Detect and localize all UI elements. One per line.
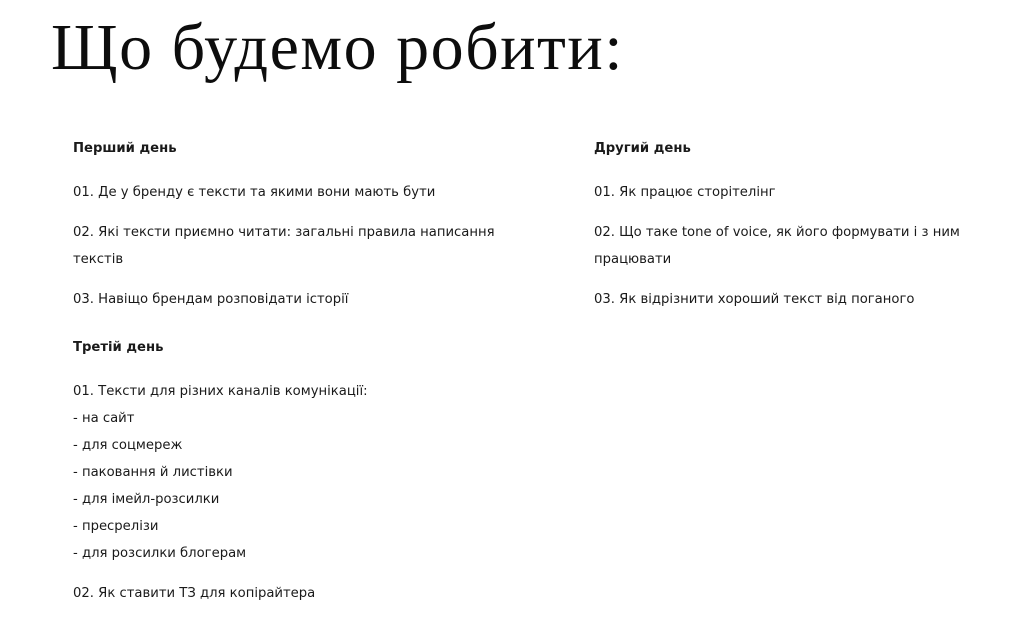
sub-item: - паковання й листівки bbox=[73, 465, 233, 480]
page-title: Що будемо робити: bbox=[51, 11, 625, 84]
day-third bbox=[73, 338, 543, 607]
list-item bbox=[73, 378, 543, 567]
list-item: 02. Що таке tone of voice, як його формувати і з ним працювати bbox=[594, 225, 960, 267]
day-first bbox=[73, 139, 543, 338]
sub-item: - пресрелізи bbox=[73, 519, 159, 534]
left-column bbox=[73, 139, 543, 620]
sub-item: - на сайт bbox=[73, 411, 135, 426]
list-item: 02. Як ставити ТЗ для копірайтера bbox=[73, 586, 316, 601]
day-heading-third: Третій день bbox=[73, 340, 164, 355]
list-item: 01. Де у бренду є тексти та якими вони мають бути bbox=[73, 185, 436, 200]
day-second bbox=[594, 139, 994, 313]
sub-item: - для імейл-розсилки bbox=[73, 492, 220, 507]
list-item: 02. Які тексти приємно читати: загальні правила написання текстів bbox=[73, 225, 495, 267]
right-column bbox=[594, 139, 994, 326]
day-heading-second: Другий день bbox=[594, 141, 691, 156]
list-item: 01. Як працює сторітелінг bbox=[594, 185, 776, 200]
list-item-label: 01. Тексти для різних каналів комунікації: bbox=[73, 384, 368, 399]
sub-item: - для соцмереж bbox=[73, 438, 183, 453]
list-item: 03. Як відрізнити хороший текст від поганого bbox=[594, 292, 915, 307]
day-heading-first: Перший день bbox=[73, 141, 177, 156]
list-item: 03. Навіщо брендам розповідати історії bbox=[73, 292, 349, 307]
sub-item: - для розсилки блогерам bbox=[73, 546, 247, 561]
